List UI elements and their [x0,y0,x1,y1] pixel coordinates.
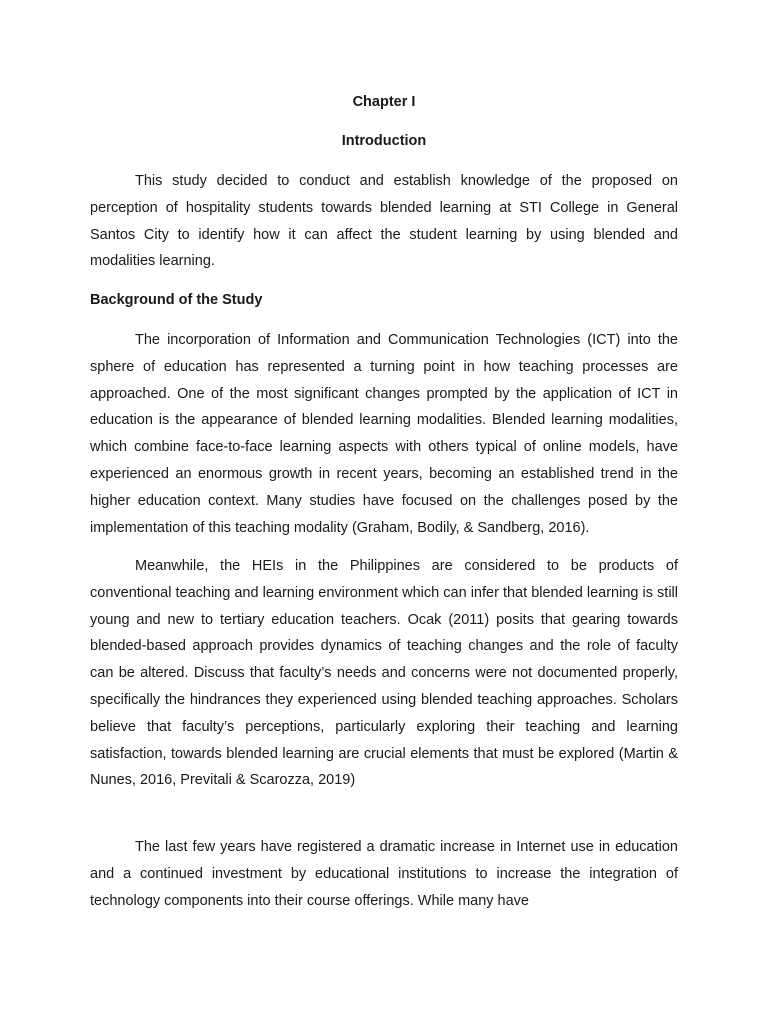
background-paragraph-3: The last few years have registered a dramatic increase in Internet use in education and a continued investment by educational institutions to increase the integration of technology components into their course offerings. While many have [90,839,678,909]
intro-paragraph: This study decided to conduct and establish knowledge of the proposed on perception of hospitality students towards blended learning at STI College in General Santos City to identify how it can affect the student learning by using blended and modalities learning. [90,173,678,270]
background-paragraph-2: Meanwhile, the HEIs in the Philippines are considered to be products of conventional teaching and learning environment which can infer that blended learning is still young and new to tertiary education teachers. Ocak (2011) posits that gearing towards blended-based approach provides dynamics of teaching changes and the role of faculty can be altered. Discuss that faculty’s needs and concerns were not documented properly, specifically the hindrances they experienced using blended teaching approaches. Scholars believe that faculty’s perceptions, particularly exploring their teaching and learning satisfaction, towards blended learning are crucial elements that must be explored (Martin & Nunes, 2016, Previtali & Scarozza, 2019) [90,558,678,789]
document-page [90,0,678,1024]
chapter-heading: Chapter I [352,94,416,110]
background-heading: Background of the Study [90,292,263,308]
section-title: Introduction [341,133,427,149]
background-paragraph-1: The incorporation of Information and Communication Technologies (ICT) into the sphere of education has represented a turning point in how teaching processes are approached. One of the most significant changes prompted by the application of ICT in education is the appearance of blended learning modalities. Blended learning modalities, which combine face-to-face learning aspects with others typical of online models, have experienced an enormous growth in recent years, becoming an established trend in the higher education context. Many studies have focused on the challenges posed by the implementation of this teaching modality (Graham, Bodily, & Sandberg, 2016). [90,332,678,536]
